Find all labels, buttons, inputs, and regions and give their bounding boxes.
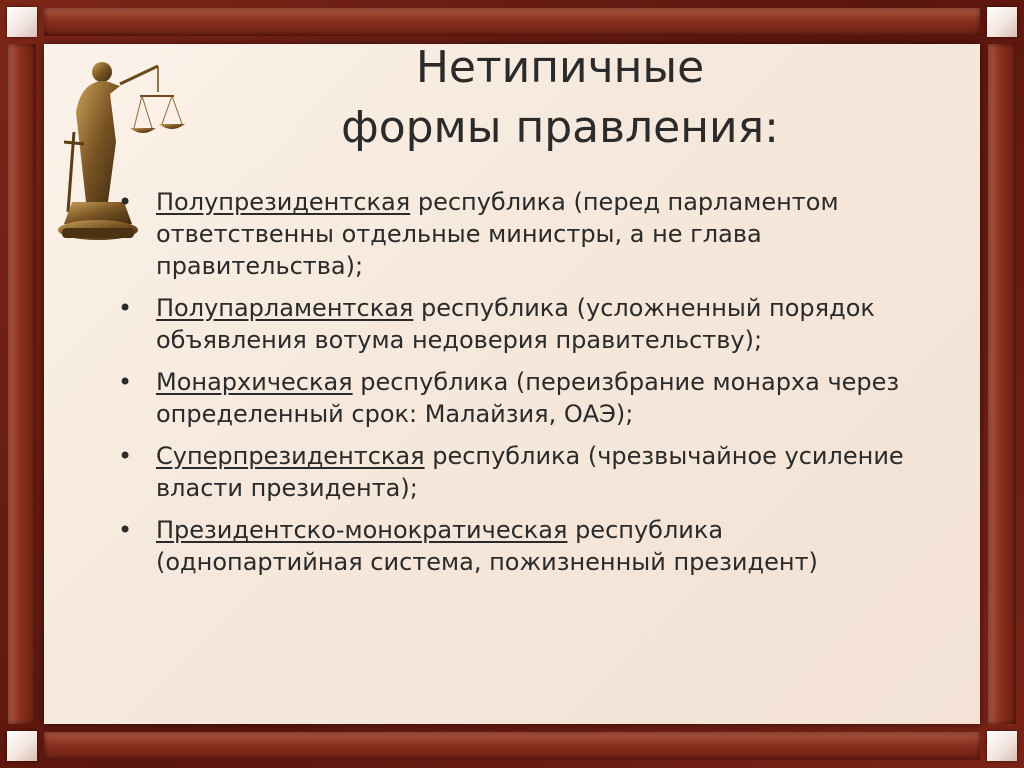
bullet-dot: •	[118, 442, 133, 470]
frame-corner	[7, 731, 37, 761]
frame-corner	[987, 731, 1017, 761]
bullet-dot: •	[118, 188, 133, 216]
bullet-list	[118, 186, 918, 588]
bullet-dot: •	[118, 516, 133, 544]
frame-bottom	[44, 732, 980, 760]
frame-top	[44, 8, 980, 36]
item-text: республика (переизбрание монарха через определенный срок: Малайзия, ОАЭ);	[156, 368, 900, 428]
list-item	[118, 186, 918, 282]
bullet-dot: •	[118, 368, 133, 396]
bullet-dot: •	[118, 294, 133, 322]
frame-corner	[7, 7, 37, 37]
title-line-1: Нетипичные	[415, 42, 705, 93]
item-term: Монархическая	[156, 368, 353, 396]
item-text: республика (усложненный порядок объявления вотума недоверия правительству);	[156, 294, 875, 354]
list-item	[118, 366, 918, 430]
item-term: Президентско-монократическая	[156, 516, 568, 544]
item-text: республика (перед парламентом ответственны отдельные министры, а не глава правительства);	[156, 188, 839, 280]
item-term: Полупрезидентская	[156, 188, 411, 216]
item-term: Полупарламентская	[156, 294, 414, 322]
item-text: республика (однопартийная система, пожизненный президент)	[156, 516, 818, 576]
item-text: республика (чрезвычайное усиление власти президента);	[156, 442, 904, 502]
list-item	[118, 440, 918, 504]
list-item	[118, 514, 918, 578]
frame-left	[8, 44, 36, 724]
slide-title	[180, 38, 940, 158]
title-line-2: формы правления:	[341, 102, 779, 153]
frame-right	[988, 44, 1016, 724]
frame-corner	[987, 7, 1017, 37]
item-term: Суперпрезидентская	[156, 442, 425, 470]
list-item	[118, 292, 918, 356]
